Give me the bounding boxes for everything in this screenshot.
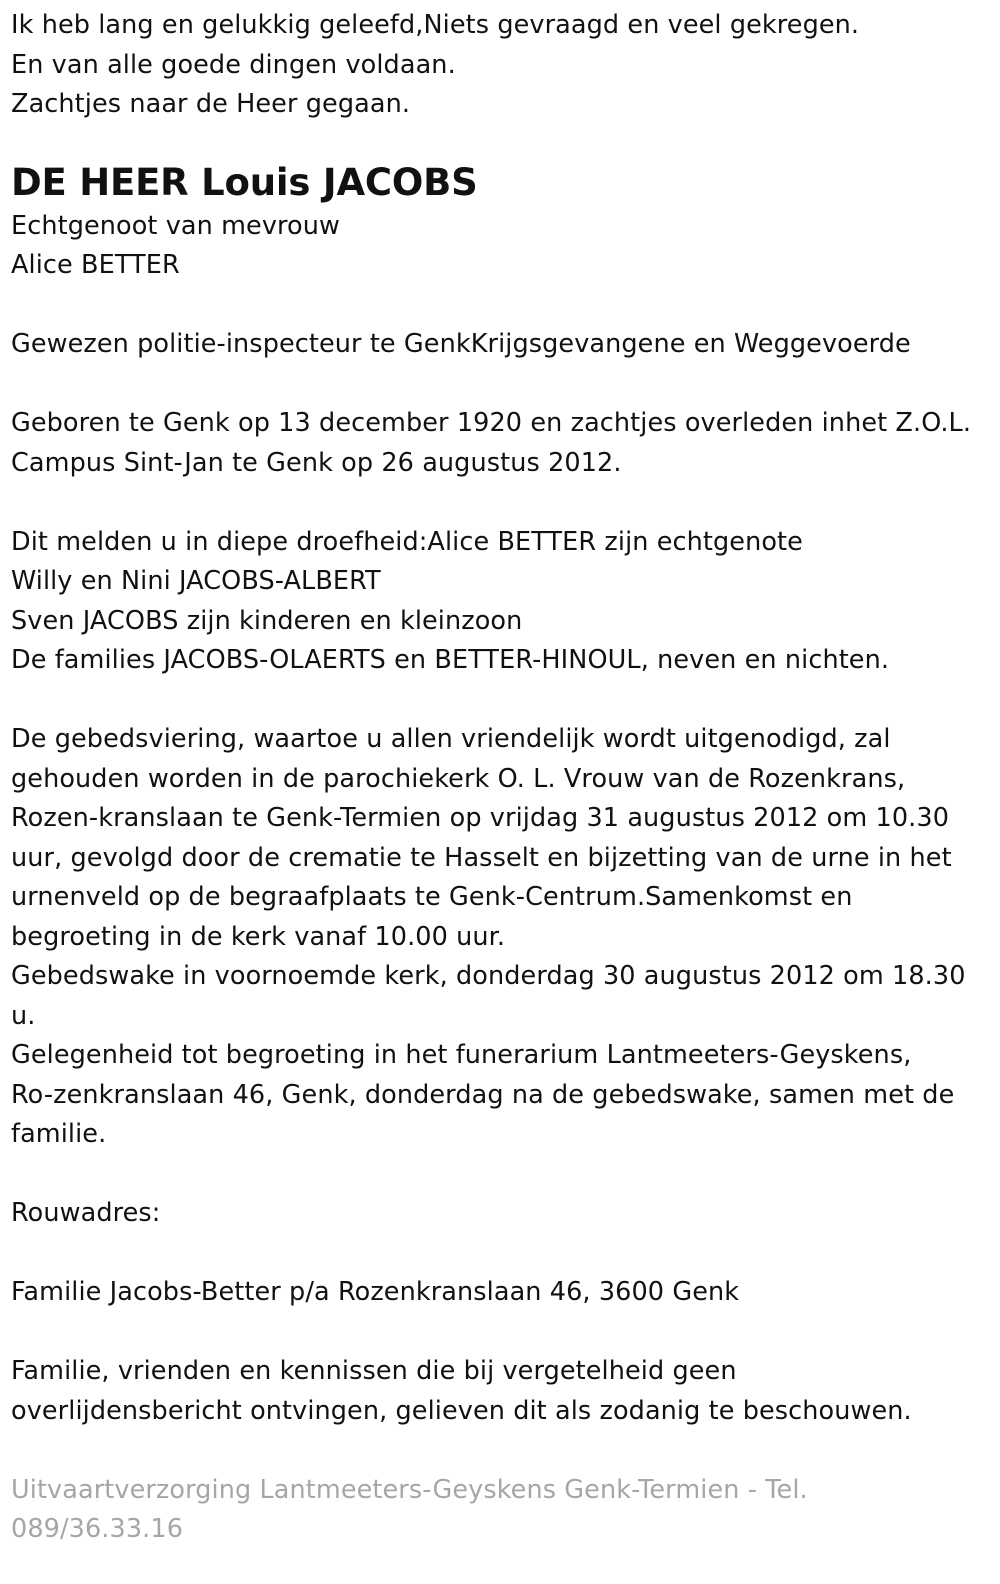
obituary-notice — [11, 6, 991, 1550]
mourner-line: Willy en Nini JACOBS-ALBERT — [11, 566, 381, 596]
ceremony-line: urnenveld op de begraafplaats te Genk-Centrum.Samenkomst en — [11, 882, 853, 912]
spouse-line: Echtgenoot van mevrouw — [11, 210, 340, 241]
footer-line: Uitvaartverzorging Lantmeeters-Geyskens Genk-Termien - Tel. — [11, 1474, 808, 1505]
spacer — [11, 1431, 991, 1471]
birth-death-info — [11, 404, 991, 483]
mourner-line: De families JACOBS-OLAERTS en BETTER-HINOUL, neven en nichten. — [11, 645, 890, 675]
spacer — [11, 681, 991, 721]
ceremony-line: Rozen-kranslaan te Genk-Termien op vrijdag 31 augustus 2012 om 10.30 — [11, 803, 950, 833]
mourning-address-label: Rouwadres: — [11, 1198, 161, 1228]
notice — [11, 1352, 991, 1431]
notice-line: Familie, vrienden en kennissen die bij vergetelheid geen — [11, 1356, 737, 1386]
ceremony-line: begroeting in de kerk vanaf 10.00 uur. — [11, 921, 506, 952]
spacer — [11, 483, 991, 523]
spacer — [11, 286, 991, 326]
ceremony-line: gehouden worden in de parochiekerk O. L. Vrouw van de Rozenkrans, — [11, 763, 906, 794]
footer-line: 089/36.33.16 — [11, 1514, 184, 1544]
ceremony-details — [11, 720, 991, 1155]
spacer — [11, 1313, 991, 1353]
funeral-home-footer — [11, 1471, 991, 1550]
mourner-line: Sven JACOBS zijn kinderen en kleinzoon — [11, 605, 523, 636]
poem-line: En van alle goede dingen voldaan. — [11, 49, 456, 80]
spacer — [11, 1234, 991, 1274]
ceremony-line: Gelegenheid tot begroeting in het funerarium Lantmeeters-Geyskens, — [11, 1040, 912, 1070]
spacer — [11, 1155, 991, 1195]
poem-line: Zachtjes naar de Heer gegaan. — [11, 89, 411, 119]
ceremony-line: De gebedsviering, waartoe u allen vriendelijk wordt uitgenodigd, zal — [11, 724, 891, 754]
deceased-name: DE HEER Louis JACOBS — [11, 160, 478, 204]
poem-line: Ik heb lang en gelukkig geleefd,Niets gevraagd en veel gekregen. — [11, 10, 860, 40]
ceremony-line: u. — [11, 1000, 36, 1031]
occupation: Gewezen politie-inspecteur te GenkKrijgsgevangene en Weggevoerde — [11, 329, 911, 359]
spouse-info — [11, 207, 991, 286]
ceremony-line: Gebedswake in voornoemde kerk, donderdag 30 augustus 2012 om 18.30 — [11, 961, 966, 991]
birth-death-line: Campus Sint-Jan te Genk op 26 augustus 2012. — [11, 447, 622, 478]
mourning-address: Familie Jacobs-Better p/a Rozenkranslaan 46, 3600 Genk — [11, 1277, 740, 1307]
mourners-list — [11, 523, 991, 681]
spouse-line: Alice BETTER — [11, 250, 180, 280]
ceremony-line: Ro-zenkranslaan 46, Genk, donderdag na de gebedswake, samen met de — [11, 1079, 955, 1110]
ceremony-line: uur, gevolgd door de crematie te Hasselt en bijzetting van de urne in het — [11, 842, 952, 873]
spacer — [11, 365, 991, 405]
ceremony-line: familie. — [11, 1119, 107, 1149]
birth-death-line: Geboren te Genk op 13 december 1920 en zachtjes overleden inhet Z.O.L. — [11, 408, 972, 438]
mourner-line: Dit melden u in diepe droefheid:Alice BETTER zijn echtgenote — [11, 526, 803, 557]
poem — [11, 6, 991, 125]
notice-line: overlijdensbericht ontvingen, gelieven dit als zodanig te beschouwen. — [11, 1395, 912, 1426]
